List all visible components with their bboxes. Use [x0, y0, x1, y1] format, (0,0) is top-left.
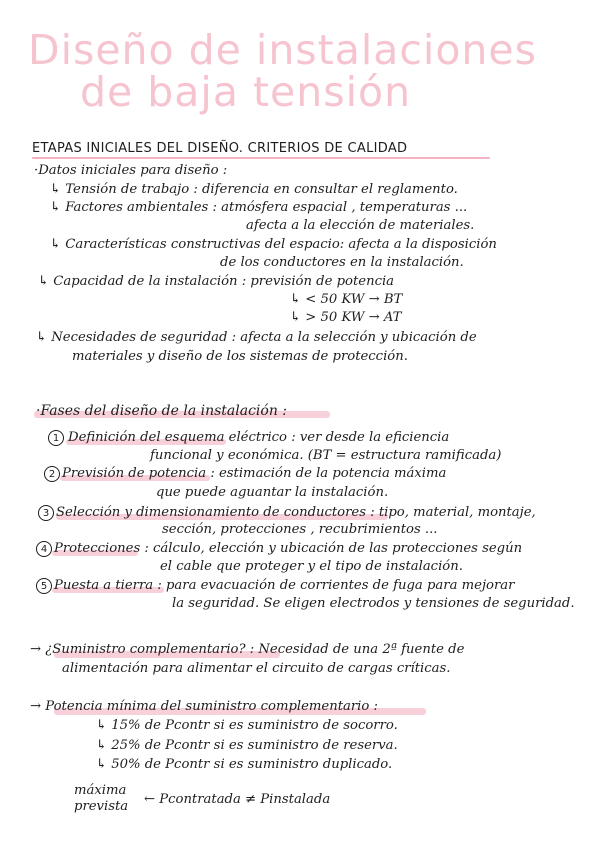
step-text-5-a: Puesta a tierra : para evacuación de corrientes de fuga para mejorar	[54, 578, 515, 593]
text-potencia-25: ↳ 25% de Pcontr si es suministro de reserva.	[96, 738, 398, 753]
step-number-3: 3	[38, 505, 54, 521]
step-text-4-a: Protecciones : cálculo, elección y ubicación de las protecciones según	[54, 541, 523, 556]
text-caracteristicas-1: ↳ Características constructivas del espacio: afecta a la disposición	[50, 237, 497, 252]
text-prevista: prevista	[74, 799, 129, 814]
step-number-4: 4	[36, 541, 52, 557]
step-text-1-a: Definición del esquema eléctrico : ver desde la eficiencia	[68, 430, 450, 445]
text-capacidad: ↳ Capacidad de la instalación : previsión de potencia	[38, 274, 395, 289]
text-potencia-15: ↳ 15% de Pcontr si es suministro de socorro.	[96, 718, 398, 733]
text-tension: ↳ Tensión de trabajo : diferencia en consultar el reglamento.	[50, 182, 458, 197]
text-bt: ↳ < 50 KW → BT	[290, 292, 403, 307]
step-text-2-b: que puede aguantar la instalación.	[156, 485, 389, 500]
text-necesidades-2: materiales y diseño de los sistemas de protección.	[72, 349, 408, 364]
step-text-1-b: funcional y económica. (BT = estructura ramificada)	[150, 448, 502, 463]
text-formula: ← Pcontratada ≠ Pinstalada	[144, 792, 331, 807]
text-datos-iniciales: ·Datos iniciales para diseño :	[34, 163, 228, 178]
step-text-4-b: el cable que proteger y el tipo de instalación.	[160, 559, 463, 574]
step-text-2-a: Previsión de potencia : estimación de la potencia máxima	[62, 466, 447, 481]
page-title-line-1: Diseño de instalaciones	[28, 26, 537, 74]
step-text-3-b: sección, protecciones , recubrimientos ...	[162, 522, 438, 537]
step-number-5: 5	[36, 578, 52, 594]
text-suministro-1: → ¿Suministro complementario? : Necesidad de una 2ª fuente de	[30, 642, 465, 657]
step-number-1: 1	[48, 430, 64, 446]
text-factores-1: ↳ Factores ambientales : atmósfera espacial , temperaturas ...	[50, 200, 468, 215]
step-text-5-b: la seguridad. Se eligen electrodos y tensiones de seguridad.	[172, 596, 575, 611]
page-title-line-2: de baja tensión	[80, 68, 412, 116]
text-caracteristicas-2: de los conductores en la instalación.	[220, 255, 464, 270]
heading-underline	[32, 157, 490, 159]
text-factores-2: afecta a la elección de materiales.	[246, 218, 475, 233]
section-heading-etapas: ETAPAS INICIALES DEL DISEÑO. CRITERIOS DE CALIDAD	[32, 141, 408, 156]
text-necesidades-1: ↳ Necesidades de seguridad : afecta a la selección y ubicación de	[36, 330, 477, 345]
text-at: ↳ > 50 KW → AT	[290, 310, 402, 325]
text-suministro-2: alimentación para alimentar el circuito de cargas críticas.	[62, 661, 451, 676]
section-heading-fases: ·Fases del diseño de la instalación :	[36, 403, 288, 419]
step-text-3-a: Selección y dimensionamiento de conductores : tipo, material, montaje,	[56, 505, 536, 520]
text-potencia-heading: → Potencia mínima del suministro complementario :	[30, 699, 378, 714]
text-maxima: máxima	[74, 783, 127, 798]
text-potencia-50: ↳ 50% de Pcontr si es suministro duplicado.	[96, 757, 393, 772]
step-number-2: 2	[44, 466, 60, 482]
